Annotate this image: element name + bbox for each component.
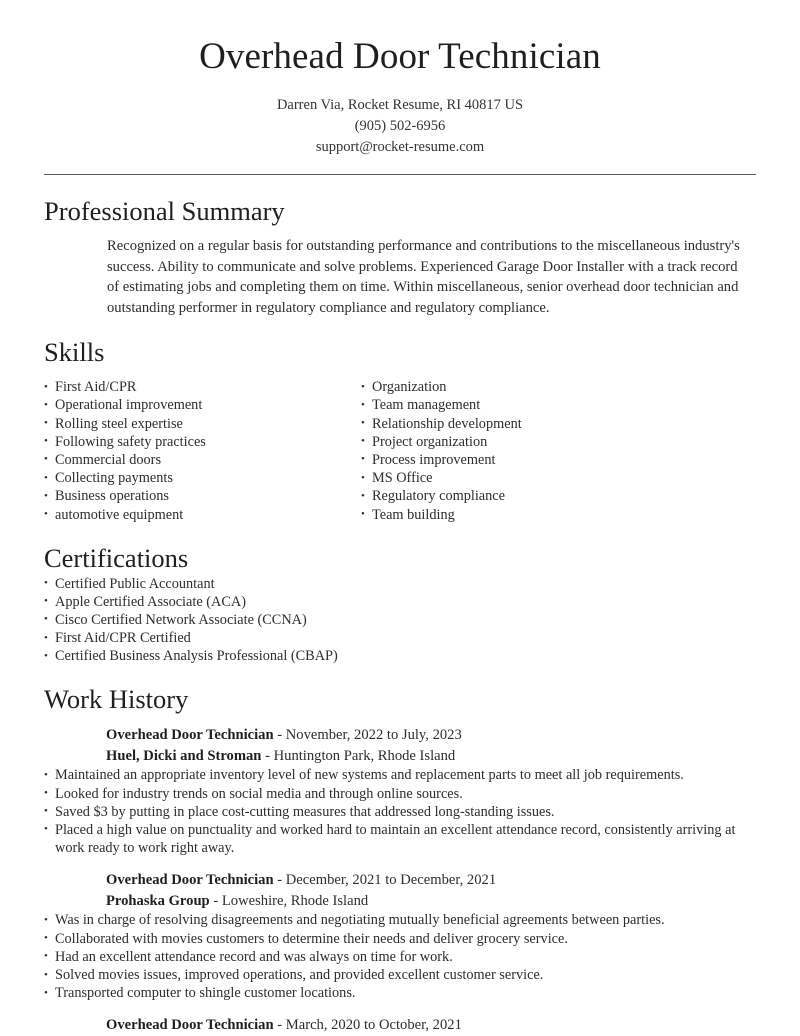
job-separator: - — [261, 747, 274, 764]
list-item: • Certified Public Accountant — [44, 575, 756, 593]
job-separator: - — [209, 892, 222, 909]
list-item: • Transported computer to shingle customer locations. — [44, 984, 756, 1002]
skills-list-right — [361, 378, 756, 524]
list-item: • automotive equipment — [44, 506, 361, 524]
list-item: • Placed a high value on punctuality and worked hard to maintain an excellent attendance record, consistently arriving at work ready to work right away. — [44, 821, 756, 857]
list-item: • Commercial doors — [44, 451, 361, 469]
list-item: • Looked for industry trends on social media and through online sources. — [44, 785, 756, 803]
list-item: • Relationship development — [361, 415, 756, 433]
job-title: Overhead Door Technician — [106, 872, 274, 889]
list-item: • Apple Certified Associate (ACA) — [44, 593, 756, 611]
list-item: • Business operations — [44, 487, 361, 505]
list-item: • Following safety practices — [44, 433, 361, 451]
section-professional-summary — [44, 175, 756, 319]
contact-address: Darren Via, Rocket Resume, RI 40817 US — [276, 96, 524, 113]
resume-header — [44, 0, 756, 158]
work-history-entry — [44, 725, 756, 857]
job-title-line — [106, 870, 756, 891]
list-item: • Cisco Certified Network Associate (CCNA) — [44, 611, 756, 629]
list-item: • Was in charge of resolving disagreements and negotiating mutually beneficial agreements between parties. — [44, 911, 756, 929]
list-item: • Team management — [361, 396, 756, 414]
list-item: • Team building — [361, 506, 756, 524]
skills-list-left — [44, 378, 361, 524]
list-item: • Certified Business Analysis Professional (CBAP) — [44, 647, 756, 665]
list-item: • First Aid/CPR Certified — [44, 629, 756, 647]
list-item: • Operational improvement — [44, 396, 361, 414]
job-location: Loweshire, Rhode Island — [221, 892, 369, 909]
list-item: • Rolling steel expertise — [44, 415, 361, 433]
list-item: • Maintained an appropriate inventory level of new systems and replacement parts to meet all job requirements. — [44, 766, 756, 784]
job-company-line — [106, 891, 756, 912]
list-item: • Collecting payments — [44, 469, 361, 487]
job-title-line — [106, 725, 756, 746]
contact-email: support@rocket-resume.com — [315, 138, 485, 155]
contact-phone: (905) 502-6956 — [354, 117, 446, 134]
certifications-list — [44, 575, 756, 666]
job-title-line — [106, 1015, 756, 1036]
list-item: • Regulatory compliance — [361, 487, 756, 505]
section-title-certifications: Certifications — [44, 542, 189, 573]
list-item: • Collaborated with movies customers to determine their needs and deliver grocery service. — [44, 930, 756, 948]
list-item: • Organization — [361, 378, 756, 396]
summary-body-text: Recognized on a regular basis for outstanding performance and contributions to the miscellaneous industry's success. Ability to communicate and solve problems. Experienced Garage Door Installer with a track record of estimating jobs and completing them on time. Within miscellaneous, senior overhead door technician and outstanding performer in regulatory compliance and regulatory compliance. — [107, 238, 740, 316]
section-certifications — [44, 524, 756, 666]
job-company: Huel, Dicki and Stroman — [106, 747, 262, 764]
section-title-work-history: Work History — [44, 683, 189, 714]
job-bullets-list — [44, 766, 756, 857]
job-title: Overhead Door Technician — [106, 727, 274, 744]
job-company-line — [106, 746, 756, 767]
job-company: Prohaska Group — [106, 892, 210, 909]
job-separator: - — [273, 1017, 286, 1034]
page-title: Overhead Door Technician — [199, 36, 601, 77]
job-title: Overhead Door Technician — [106, 1017, 274, 1034]
job-location: Huntington Park, Rhode Island — [273, 747, 456, 764]
job-dates: December, 2021 to December, 2021 — [285, 872, 497, 889]
job-dates: November, 2022 to July, 2023 — [285, 727, 462, 744]
section-title-summary: Professional Summary — [44, 195, 285, 226]
job-bullets-list — [44, 911, 756, 1002]
list-item: • Process improvement — [361, 451, 756, 469]
list-item: • First Aid/CPR — [44, 378, 361, 396]
job-dates: March, 2020 to October, 2021 — [285, 1017, 462, 1034]
list-item: • Had an excellent attendance record and was always on time for work. — [44, 948, 756, 966]
section-skills — [44, 318, 756, 523]
list-item: • MS Office — [361, 469, 756, 487]
list-item: • Project organization — [361, 433, 756, 451]
section-work-history — [44, 666, 756, 1036]
list-item: • Saved $3 by putting in place cost-cutting measures that addressed long-standing issues. — [44, 803, 756, 821]
work-history-entry — [44, 1015, 756, 1036]
list-item: • Solved movies issues, improved operations, and provided excellent customer service. — [44, 966, 756, 984]
job-separator: - — [273, 872, 286, 889]
work-history-entry — [44, 870, 756, 1002]
skills-columns — [44, 378, 756, 524]
job-separator: - — [273, 727, 286, 744]
section-title-skills: Skills — [44, 337, 105, 368]
